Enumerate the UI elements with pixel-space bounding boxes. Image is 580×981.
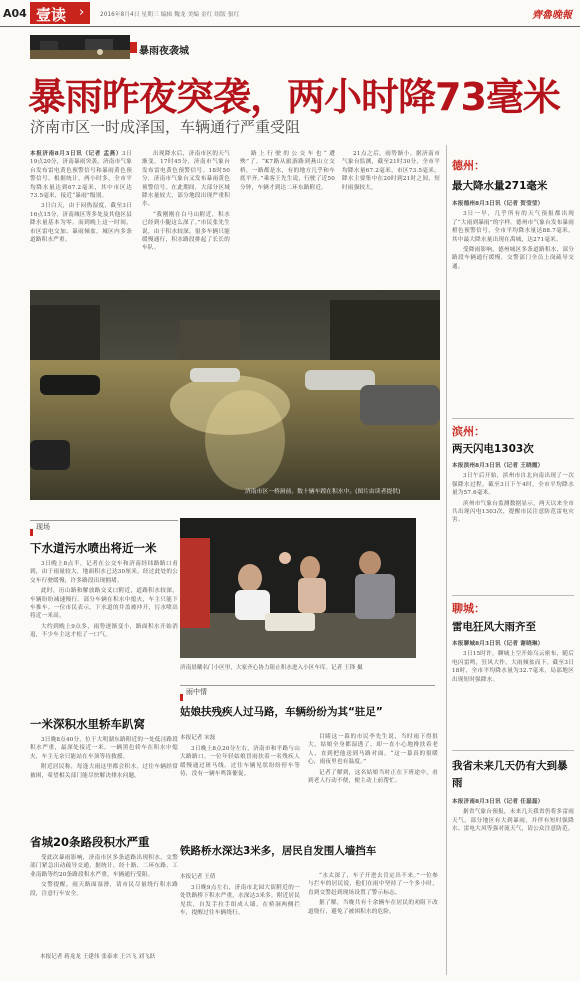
sidebar-paragraph: 据省气象台预报，未来几天我省仍将多雷雨天气，部分地区有大到暴雨，并伴有短时强降水、雷电大风等强对流天气，请公众注意防范。	[452, 809, 574, 833]
sidebar-title-liaocheng: 雷电狂风大雨齐至	[452, 621, 536, 633]
lead-paragraph: 3日白天，由于闷热湿度，截至3日16点15分，济南城区等多处及其他区县降水量基本为零。而到晚上这一时间，市区雷电交加、暴雨倾盆，城区内多条道路积水严重。	[30, 203, 132, 244]
article3-paragraph: 受此次暴雨影响，济南市区多条道路出现积水，交警部门紧急出动疏导交通。据统计，经十路、二环东路、工业南路等约20条路段积水严重，车辆通行受阻。	[30, 855, 178, 878]
kicker-photo-graphic	[30, 35, 130, 59]
lead-paragraph: 出现降水后，济南市区的天气渐变，17时45分，济南市气象台发布雷电黄色预警信号。18时50分，济南市气象台又发布暴雨黄色预警信号。在此期间，大部分区域降水量较大，部分地段出现严重积水。	[142, 151, 230, 208]
header-meta: 2016年8月4日 星期三 编辑 魏龙 美编 金红 组版 張红	[100, 12, 240, 18]
article3-paragraph: 交警提醒，雨天路面湿滑，请市民尽量绕行积水路段，注意行车安全。	[30, 882, 178, 897]
lead-paragraph: 21点之后，雨势渐小。据济南市气象台监测，截至21时30分，全市平均降水量67.2毫米，市区73.5毫米。降水主要集中在20时到21时之间，短时雨强较大。	[342, 151, 440, 191]
lead-paragraph: 路上行驶的公交车也“遭殃”了。“K7路从旅游路到燕山立交桥，一路都是水，有的地方几乎和车底平齐。”乘客王先生说，行驶了近50分钟，车辆才到达二环东路附近。	[240, 151, 335, 191]
article1-title: 下水道污水喷出将近一米	[30, 541, 157, 555]
sidebar-divider	[452, 595, 574, 596]
lead-column-2	[142, 150, 230, 285]
masthead-logo: 齊魯晚報	[532, 10, 572, 21]
article3-body	[30, 854, 178, 949]
sidebar-body-dezhou	[452, 200, 574, 413]
article5-paragraph: 据了解，当晚共有十余辆车在居民的劝阻下改道绕行，避免了被困积水的危险。	[308, 900, 438, 915]
sidebar-byline-forecast: 本报济南8月3日讯（记者 任磊磊）	[452, 799, 544, 805]
article4-paragraph: 记者了解到，这名姑娘当时正在下班途中，看到老人行动不便，便主动上前帮忙。	[308, 769, 438, 785]
section-name: 壹读	[36, 6, 67, 24]
main-photo	[30, 290, 440, 500]
second-photo-caption: 济南晨曦名门小区里，大家齐心协力阻止积水进入小区车库。记者 王锋 摄	[180, 665, 363, 671]
lead-column-3	[240, 150, 335, 285]
kicker-bar	[130, 42, 137, 53]
headline: 暴雨昨夜突袭，两小时降73毫米	[28, 75, 560, 119]
section-tag-label: 雨中情	[186, 688, 207, 696]
section-tag-label: 现场	[36, 523, 50, 531]
sidebar-paragraph: 滨州市气象台监测数据显示，两天以来全市共出现闪电1303次，提醒市民注意防范雷电灾害。	[452, 500, 574, 524]
subheadline: 济南市区一时成泽国，车辆通行严重受阻	[30, 118, 301, 136]
sidebar-title-binzhou: 两天闪电1303次	[452, 443, 534, 455]
article5-body-col2	[308, 872, 438, 976]
article3-title: 省城20条路段积水严重	[30, 835, 150, 849]
sidebar-region-liaocheng: 聊城：	[452, 602, 485, 615]
section-tag-xianchang	[30, 520, 178, 531]
lead-paragraph: “我刚刚在白马山附近，积水已经到小腿这么深了。”市民张先生说，由于积水较深，很多车辆只能缓慢通行，积水路段排起了长长的车队。	[142, 211, 230, 252]
sidebar-paragraph: 受降雨影响，德州城区多条道路积水，部分路段车辆通行缓慢，交警部门全员上岗疏导交通。	[452, 247, 574, 270]
article1-paragraph: 大约到晚上9点多，雨势逐渐变小，路面积水开始消退，不少车主这才松了一口气。	[30, 623, 178, 639]
sidebar-byline-liaocheng: 本报聊城8月3日讯（记者 谢晓琳）	[452, 641, 544, 647]
article5-byline: 本报记者 王倩	[180, 874, 216, 880]
article3-byline: 本报记者 蒋龙龙 王建伟 张泰来 王兴飞 刘飞跃	[40, 954, 156, 960]
article4-body-col2	[308, 733, 438, 830]
sidebar-body-liaocheng	[452, 640, 574, 745]
article4-byline: 本报记者 宋磊	[180, 735, 216, 741]
chevron-right-icon: ›	[79, 5, 85, 20]
residents-blocking-water-photo	[180, 518, 416, 658]
article4-paragraph: 目睹这一幕的市民李先生说，当时雨下得很大，姑娘全身都湿透了，却一直小心地搀扶着老人，直到把他送到马路对面。“这一幕真的很暖心，雨夜里也有温度。”	[308, 734, 438, 766]
header-rule	[0, 26, 580, 27]
article2-body	[30, 736, 178, 818]
section-marker-icon	[30, 529, 33, 536]
page-number: A04	[3, 7, 27, 20]
sidebar-title-forecast: 我省未来几天仍有大到暴雨	[452, 760, 568, 789]
sidebar-divider	[452, 418, 574, 419]
article4-title: 姑娘扶残疾人过马路，车辆纷纷为其“驻足”	[180, 706, 383, 718]
article1-paragraph: 3日晚上8点半，记者在公交车和济南经纬路路口看到，由于雨量较大，地面积水已达30厘米，经过此处的公交车行驶缓慢，许多路段出现拥堵。	[30, 561, 178, 584]
lead-byline: 本报济南8月3日讯（记者 孟燕）	[30, 151, 123, 157]
sidebar-title-dezhou: 最大降水量271毫米	[452, 180, 548, 192]
lead-column-1	[30, 150, 132, 285]
article2-paragraph: 3日晚8点40分，位于大明湖东路附近的一处低洼路段积水严重，最深处接近一米。一辆黑色轿车在积水中熄火，车主无奈只能站在车顶等待救援。	[30, 737, 178, 760]
sidebar-byline-binzhou: 本报滨州8月3日讯（记者 王晓霞）	[452, 463, 544, 469]
column-rule	[446, 145, 447, 975]
sidebar-byline-dezhou: 本报德州8月3日讯（记者 贺莹莹）	[452, 201, 544, 207]
page-number-block	[0, 4, 27, 22]
sidebar-paragraph: 3日一早，几乎所有的天气预报都出现了“大雨到暴雨”的字样。德州市气象台发布暴雨橙色预警信号，全市平均降水量达88.7毫米，其中最大降水量出现在禹城，达271毫米。	[452, 211, 574, 243]
second-photo	[180, 518, 416, 658]
sidebar-divider	[452, 750, 574, 751]
main-photo-caption: 济南市区一桥洞前，数十辆车蹚在积水中。(图片由读者提供)	[245, 489, 401, 495]
article5-paragraph: “水太深了，车子开进去肯定出不来。”一位参与拦车的居民说，他们在雨中坚持了一个多小时，直到交警赶到现场设置了警示标志。	[308, 873, 438, 896]
kicker-text: 暴雨夜袭城	[139, 46, 189, 57]
lead-paragraph: 3日19点20分，济南暴雨突袭，济南市气象台发布雷电黄色预警信号和暴雨黄色预警信号。根据统计，两小时多，全市平均降水量达到67.2毫米，其中市区达73.5毫米，接近“暴雨”级别。	[30, 151, 132, 200]
sidebar-paragraph: 3日15时许，聊城上空开始乌云密布，随后电闪雷鸣，狂风大作，大雨倾盆而下。截至3日18时，全市平均降水量为32.7毫米，局部地区出现短时强降水。	[452, 651, 574, 683]
article1-body	[30, 560, 178, 712]
lead-column-4	[342, 150, 440, 285]
sidebar-body-forecast	[452, 798, 574, 974]
sidebar-region-dezhou: 德州：	[452, 159, 485, 172]
article1-paragraph: 此时，历山路和解放路交叉口附近，道路积水较深，车辆纷纷减速慢行。部分车辆在积水中熄火，车主只能下车推车。一位市民表示，下水道的井盖被冲开，污水喷出将近一米高。	[30, 588, 178, 620]
section-tag-yuzhongqing	[180, 685, 435, 696]
article2-paragraph: 附近居民称，每逢大雨这里都会积水，过往车辆经常被困，希望相关部门能尽快解决排水问题。	[30, 764, 178, 779]
article2-title: 一米深积水里轿车趴窝	[30, 717, 145, 731]
kicker-photo	[30, 35, 130, 59]
section-badge	[30, 2, 90, 24]
article5-paragraph: 3日晚9点左右，济南市北园大街附近的一处铁路桥下积水严重，水深达3米多。附近居民见状，自发手拉手组成人墙，在桥洞两侧拦车，提醒过往车辆绕行。	[180, 885, 300, 917]
section-marker-icon	[180, 694, 183, 701]
article4-body-col1	[180, 745, 300, 830]
article4-paragraph: 3日晚上8点20分左右，济南市和平路与山大路路口，一位年轻姑娘冒雨扶着一名残疾人缓慢通过斑马线。过往车辆见状纷纷停车等待，没有一辆车鸣笛催促。	[180, 746, 300, 778]
article5-title: 铁路桥水深达3米多，居民自发围人墙挡车	[180, 845, 377, 857]
sidebar-region-binzhou: 滨州：	[452, 425, 485, 438]
flooded-street-photo	[30, 290, 440, 500]
sidebar-body-binzhou	[452, 462, 574, 589]
article5-body-col1	[180, 884, 300, 976]
sidebar-paragraph: 3日午后开始，滨州市自北向南出现了一次强降水过程，截至3日下午4时，全市平均降水量为57.6毫米。	[452, 473, 574, 497]
